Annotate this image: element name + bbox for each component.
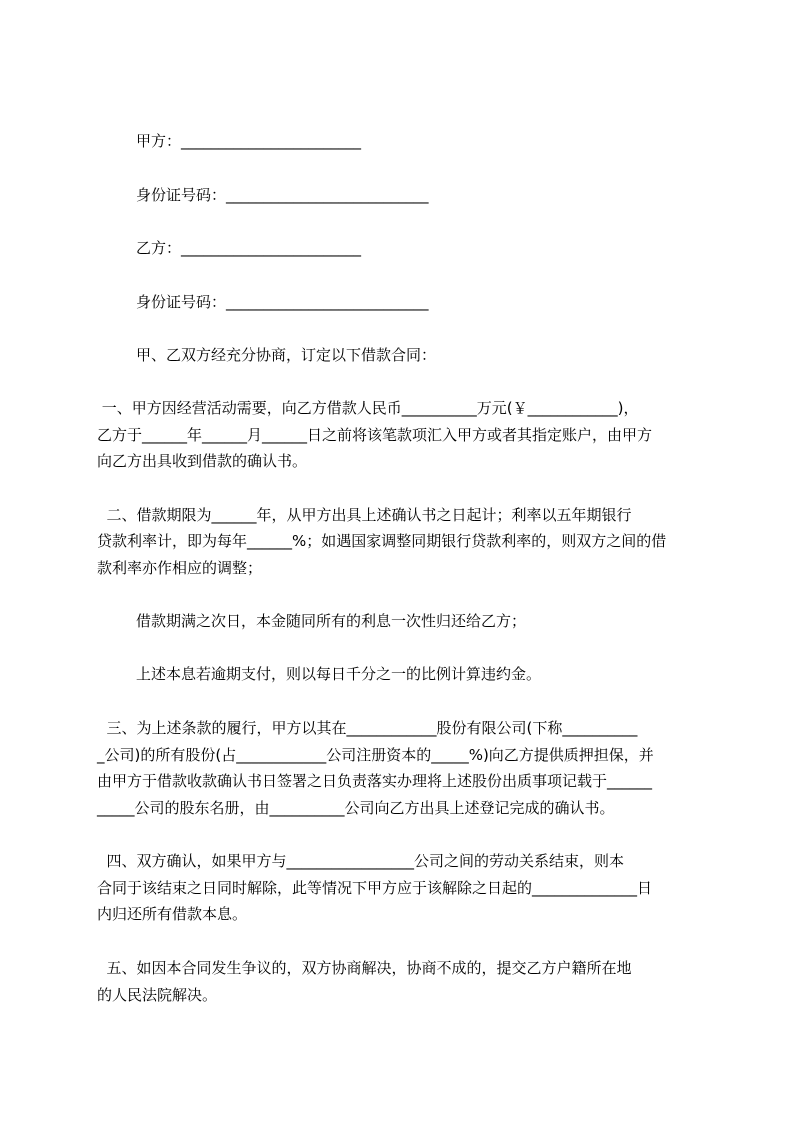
party-b-id-field: 身份证号码：___________________________ bbox=[136, 293, 429, 311]
clause4-line2: 合同于该结束之日同时解除，此等情况下甲方应于该解除之日起的______________日 bbox=[97, 879, 653, 897]
clause3-line1: 三、为上述条款的履行，甲方以其在____________股份有限公司(下称__________ bbox=[97, 719, 638, 737]
intro-text: 甲、乙双方经充分协商，订定以下借款合同： bbox=[136, 346, 437, 364]
clause1-line1: 一、甲方因经营活动需要，向乙方借款人民币__________万元(￥____________)， bbox=[97, 399, 639, 417]
party-a-id-field: 身份证号码：___________________________ bbox=[136, 186, 429, 204]
clause1-line2: 乙方于______年______月______日之前将该笔款项汇入甲方或者其指定账户，由甲方 bbox=[97, 426, 653, 444]
clause3-line2: _公司)的所有股份(占____________公司注册资本的_____%)向乙方提供质押担保，并 bbox=[97, 746, 654, 764]
repay-paragraph: 借款期满之次日，本金随同所有的利息一次性归还给乙方； bbox=[136, 612, 527, 630]
party-b-field: 乙方：________________________ bbox=[136, 239, 362, 257]
clause5-line2: 的人民法院解决。 bbox=[97, 986, 218, 1004]
penalty-paragraph: 上述本息若逾期支付，则以每日千分之一的比例计算违约金。 bbox=[136, 665, 542, 683]
clause3-line3: 由甲方于借款收款确认书日签署之日负责落实办理将上述股份出质事项记载于______ bbox=[97, 772, 653, 790]
clause2-line1: 二、借款期限为______年，从甲方出具上述确认书之日起计；利率以五年期银行 bbox=[97, 506, 632, 524]
clause3-line4: _____公司的股东名册，由__________公司向乙方出具上述登记完成的确认书。 bbox=[97, 799, 615, 817]
clause2-line3: 款利率亦作相应的调整； bbox=[97, 559, 263, 577]
clause4-line1: 四、双方确认，如果甲方与_________________公司之间的劳动关系结束，则本 bbox=[97, 852, 625, 870]
clause4-line3: 内归还所有借款本息。 bbox=[97, 905, 248, 923]
clause2-line2: 贷款利率计，即为每年______%；如遇国家调整同期银行贷款利率的，则双方之间的借 bbox=[97, 532, 667, 550]
party-a-field: 甲方：________________________ bbox=[136, 132, 362, 150]
clause5-line1: 五、如因本合同发生争议的，双方协商解决，协商不成的，提交乙方户籍所在地 bbox=[97, 959, 632, 977]
clause1-line3: 向乙方出具收到借款的确认书。 bbox=[97, 452, 308, 470]
